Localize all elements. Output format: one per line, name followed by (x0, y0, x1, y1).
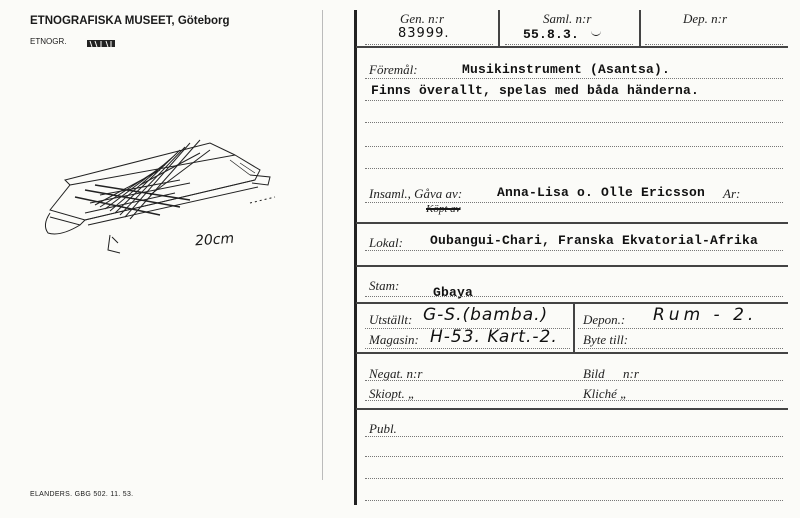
utstallt-value: G-S.(bamba.) (423, 305, 549, 325)
ar-label: Ar: (723, 186, 741, 201)
skiopt-label: Skiopt. „ (369, 386, 416, 401)
publ-label: Publ. (369, 421, 397, 436)
kopt-label: Köpt av (426, 203, 461, 215)
department-line (30, 37, 66, 46)
utstallt-label: Utställt: (369, 312, 413, 327)
museum-name: ETNOGRAFISKA MUSEET, (30, 15, 175, 27)
byte-label: Byte till: (583, 332, 629, 347)
insaml-label: Insaml., Gåva av: (369, 186, 463, 201)
printer-imprint: ELANDERS. GBG 502. 11. 53. (30, 491, 134, 498)
insaml-value: Anna-Lisa o. Olle Ericsson (497, 185, 706, 200)
bild-nr-label: n:r (623, 366, 639, 381)
depon-label: Depon.: (583, 312, 626, 327)
museum-city: Göteborg (177, 15, 230, 27)
saml-nr-value: 55.8.3. (523, 27, 580, 42)
stam-label: Stam: (369, 278, 400, 293)
negat-label: Negat. n:r (369, 366, 423, 381)
magasin-label: Magasin: (369, 332, 419, 347)
magasin-value: H-53. Kart.-2. (430, 327, 558, 347)
lokal-label: Lokal: (369, 235, 403, 250)
card-border-left (354, 10, 357, 505)
saml-nr-mark (591, 28, 601, 36)
museum-header (30, 15, 230, 27)
department-prefix: ETNOGR. (30, 37, 67, 46)
dep-nr-label: Dep. n:r (683, 11, 728, 26)
instrument-sketch (40, 125, 300, 265)
foremal-line2: Finns överallt, spelas med båda händerna. (371, 83, 700, 98)
gen-nr-label: Gen. n:r (400, 11, 445, 26)
depon-value: Rum - 2. (653, 305, 758, 325)
saml-nr-label: Saml. n:r (543, 11, 592, 26)
foremal-value: Musikinstrument (Asantsa). (462, 62, 671, 77)
stam-value: Gbaya (433, 285, 474, 300)
department-stamp (86, 34, 116, 44)
lokal-value: Oubangui-Chari, Franska Ekvatorial-Afrika (430, 233, 759, 248)
foremal-label: Föremål: (369, 62, 418, 77)
bild-label: Bild (583, 366, 605, 381)
kliche-label: Kliché „ (583, 386, 628, 401)
scale-label: 20cm (194, 230, 235, 250)
gen-nr-value: 83999. (398, 26, 450, 41)
